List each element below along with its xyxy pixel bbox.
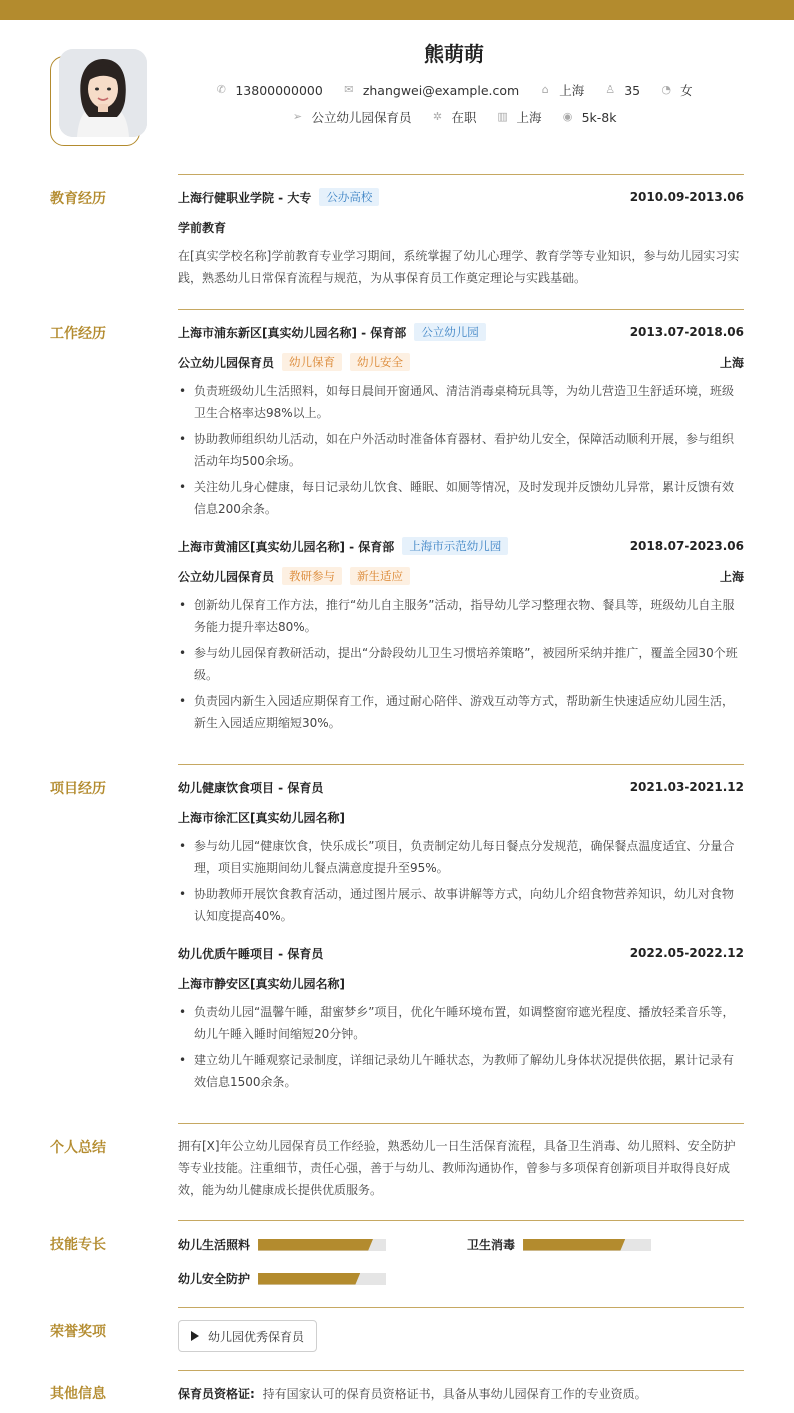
summary-text: 拥有[X]年公立幼儿园保育员工作经验，熟悉幼儿一日生活保育流程，具备卫生消毒、幼儿照料、安全防护等专业技能。注重细节，责任心强，善于与幼儿、教师沟通协作，曾参与多项保育创新项目并取得良好成效，能为幼儿健康成长提供优质服务。 bbox=[178, 1139, 736, 1197]
age-icon: ♙ bbox=[605, 83, 616, 96]
project-content bbox=[178, 777, 744, 1097]
salary-icon: ◉ bbox=[562, 110, 573, 123]
skill-name: 幼儿生活照料 bbox=[178, 1238, 251, 1252]
project-org: 上海市徐汇区[真实幼儿园名称] bbox=[178, 810, 345, 825]
other-text: 持有国家认可的保育员资格证书，具备从事幼儿园保育工作的专业资质。 bbox=[262, 1387, 647, 1401]
email-text: zhangwei@example.com bbox=[362, 82, 520, 98]
mail-icon: ✉ bbox=[344, 83, 354, 96]
city-item bbox=[539, 81, 584, 99]
skill-item bbox=[178, 1236, 386, 1253]
target-city-text: 上海 bbox=[516, 110, 542, 125]
list-item: • 负责园内新生入园适应期保育工作，通过耐心陪伴、游戏互动等方式，帮助新生快速适应幼儿园生活，新生入园适应期缩短30%。 bbox=[178, 690, 744, 734]
building-icon: ▥ bbox=[497, 110, 508, 123]
phone-icon: ✆ bbox=[216, 83, 226, 96]
award-item bbox=[178, 1320, 317, 1352]
work-content bbox=[178, 322, 744, 738]
gender-icon: ◔ bbox=[661, 83, 671, 96]
skill-bar-fill bbox=[258, 1273, 360, 1285]
skill-bar-fill bbox=[258, 1239, 373, 1251]
work-city: 上海 bbox=[719, 569, 744, 584]
section-title-summary: 个人总结 bbox=[50, 1140, 106, 1156]
top-accent-bar bbox=[0, 0, 794, 20]
work-role: 公立幼儿园保育员 bbox=[178, 355, 275, 370]
project-bullets bbox=[178, 835, 744, 927]
work-tag: 新生适应 bbox=[350, 567, 410, 585]
age-item bbox=[604, 83, 640, 98]
home-icon: ⌂ bbox=[541, 83, 549, 96]
list-item: • 协助教师组织幼儿活动，如在户外活动时准备体育器材、看护幼儿安全，保障活动顺利开展，参与组织活动年均500余场。 bbox=[178, 428, 744, 472]
project-title: 幼儿健康饮食项目 - 保育员 bbox=[178, 780, 324, 795]
list-item: • 创新幼儿保育工作方法，推行“幼儿自主服务”活动，指导幼儿学习整理衣物、餐具等，班级幼儿自主服务能力提升率达80%。 bbox=[178, 594, 744, 638]
list-item: • 关注幼儿身心健康，每日记录幼儿饮食、睡眠、如厕等情况，及时发现并反馈幼儿异常，累计反馈有效信息200余条。 bbox=[178, 476, 744, 520]
work-org: 上海市黄浦区[真实幼儿园名称] - 保育部 bbox=[178, 539, 395, 554]
work-divider bbox=[178, 309, 744, 310]
project-entry bbox=[178, 943, 744, 1093]
work-role: 公立幼儿园保育员 bbox=[178, 569, 275, 584]
project-title: 幼儿优质午睡项目 - 保育员 bbox=[178, 946, 324, 961]
skill-bar bbox=[258, 1239, 386, 1251]
skill-bar bbox=[523, 1239, 651, 1251]
project-entry bbox=[178, 777, 744, 927]
list-item: • 参与幼儿园保育教研活动，提出“分龄段幼儿卫生习惯培养策略”，被园所采纳并推广，覆盖全园30个班级。 bbox=[178, 642, 744, 686]
candidate-name: 熊萌萌 bbox=[424, 42, 484, 66]
status-icon: ✲ bbox=[432, 110, 443, 123]
skill-name: 幼儿安全防护 bbox=[178, 1272, 251, 1286]
section-title-education: 教育经历 bbox=[50, 191, 106, 207]
other-label: 保育员资格证: bbox=[178, 1387, 255, 1401]
project-date: 2021.03-2021.12 bbox=[629, 780, 744, 794]
status-text: 在职 bbox=[451, 110, 477, 125]
skill-bar-fill bbox=[523, 1239, 625, 1251]
school-tag: 公办高校 bbox=[319, 188, 379, 206]
work-tag: 教研参与 bbox=[282, 567, 342, 585]
education-content bbox=[178, 187, 744, 289]
work-entry bbox=[178, 322, 744, 520]
status-item bbox=[432, 108, 477, 126]
section-title-project: 项目经历 bbox=[50, 781, 106, 797]
project-bullets bbox=[178, 1001, 744, 1093]
job-text: 公立幼儿园保育员 bbox=[311, 110, 412, 125]
age-text: 35 bbox=[624, 82, 641, 98]
section-title-other: 其他信息 bbox=[50, 1386, 106, 1402]
phone-item bbox=[215, 83, 322, 98]
honors-divider bbox=[178, 1307, 744, 1308]
job-intent-row bbox=[0, 108, 794, 126]
salary-text: 5k-8k bbox=[581, 109, 617, 125]
work-org-tag: 上海市示范幼儿园 bbox=[402, 537, 508, 555]
work-tag: 幼儿保育 bbox=[282, 353, 342, 371]
send-icon: ➢ bbox=[292, 110, 303, 123]
work-date: 2018.07-2023.06 bbox=[629, 539, 744, 553]
job-item bbox=[292, 108, 412, 126]
email-item bbox=[343, 83, 519, 98]
section-title-honors: 荣誉奖项 bbox=[50, 1324, 106, 1340]
target-city-item bbox=[497, 108, 542, 126]
city-text: 上海 bbox=[559, 83, 585, 98]
phone-text: 13800000000 bbox=[235, 82, 323, 98]
work-city: 上海 bbox=[719, 355, 744, 370]
work-tag: 幼儿安全 bbox=[350, 353, 410, 371]
skill-bar bbox=[258, 1273, 386, 1285]
list-item: • 建立幼儿午睡观察记录制度，详细记录幼儿午睡状态，为教师了解幼儿身体状况提供依据，累计记录有效信息1500余条。 bbox=[178, 1049, 744, 1093]
skill-item bbox=[178, 1270, 386, 1287]
gender-text: 女 bbox=[680, 83, 693, 98]
work-bullets bbox=[178, 594, 744, 734]
school-name: 上海行健职业学院 - 大专 bbox=[178, 190, 312, 205]
gender-item bbox=[660, 81, 693, 99]
list-item: • 负责班级幼儿生活照料，如每日晨间开窗通风、清洁消毒桌椅玩具等，为幼儿营造卫生舒适环境，班级卫生合格率达98%以上。 bbox=[178, 380, 744, 424]
education-divider bbox=[178, 174, 744, 175]
education-date: 2010.09-2013.06 bbox=[629, 190, 744, 204]
play-icon bbox=[191, 1331, 199, 1341]
other-content bbox=[178, 1385, 744, 1402]
project-date: 2022.05-2022.12 bbox=[629, 946, 744, 960]
contact-row bbox=[0, 81, 794, 99]
summary-content bbox=[178, 1135, 744, 1201]
work-date: 2013.07-2018.06 bbox=[629, 325, 744, 339]
work-bullets bbox=[178, 380, 744, 520]
skill-item bbox=[467, 1236, 651, 1253]
section-title-work: 工作经历 bbox=[50, 326, 106, 342]
work-org-tag: 公立幼儿园 bbox=[414, 323, 486, 341]
education-desc: 在[真实学校名称]学前教育专业学习期间，系统掌握了幼儿心理学、教育学等专业知识，参与幼儿园实习实践，熟悉幼儿日常保育流程与规范，为从事保育员工作奠定理论与实践基础。 bbox=[178, 249, 740, 285]
major: 学前教育 bbox=[178, 220, 227, 235]
work-entry bbox=[178, 536, 744, 734]
salary-item bbox=[562, 110, 617, 125]
project-org: 上海市静安区[真实幼儿园名称] bbox=[178, 976, 345, 991]
project-divider bbox=[178, 764, 744, 765]
skills-divider bbox=[178, 1220, 744, 1221]
list-item: • 协助教师开展饮食教育活动，通过图片展示、故事讲解等方式，向幼儿介绍食物营养知识，幼儿对食物认知度提高40%。 bbox=[178, 883, 744, 927]
list-item: • 负责幼儿园“温馨午睡，甜蜜梦乡”项目，优化午睡环境布置，如调整窗帘遮光程度、播放轻柔音乐等，幼儿午睡入睡时间缩短20分钟。 bbox=[178, 1001, 744, 1045]
work-org: 上海市浦东新区[真实幼儿园名称] - 保育部 bbox=[178, 325, 407, 340]
award-label: 幼儿园优秀保育员 bbox=[208, 1329, 305, 1344]
list-item: • 参与幼儿园“健康饮食，快乐成长”项目，负责制定幼儿每日餐点分发规范，确保餐点温度适宜、分量合理，项目实施期间幼儿餐点满意度提升至95%。 bbox=[178, 835, 744, 879]
summary-divider bbox=[178, 1123, 744, 1124]
section-title-skills: 技能专长 bbox=[50, 1237, 106, 1253]
other-divider bbox=[178, 1370, 744, 1371]
skill-name: 卫生消毒 bbox=[467, 1238, 516, 1252]
honors-content bbox=[178, 1320, 744, 1352]
